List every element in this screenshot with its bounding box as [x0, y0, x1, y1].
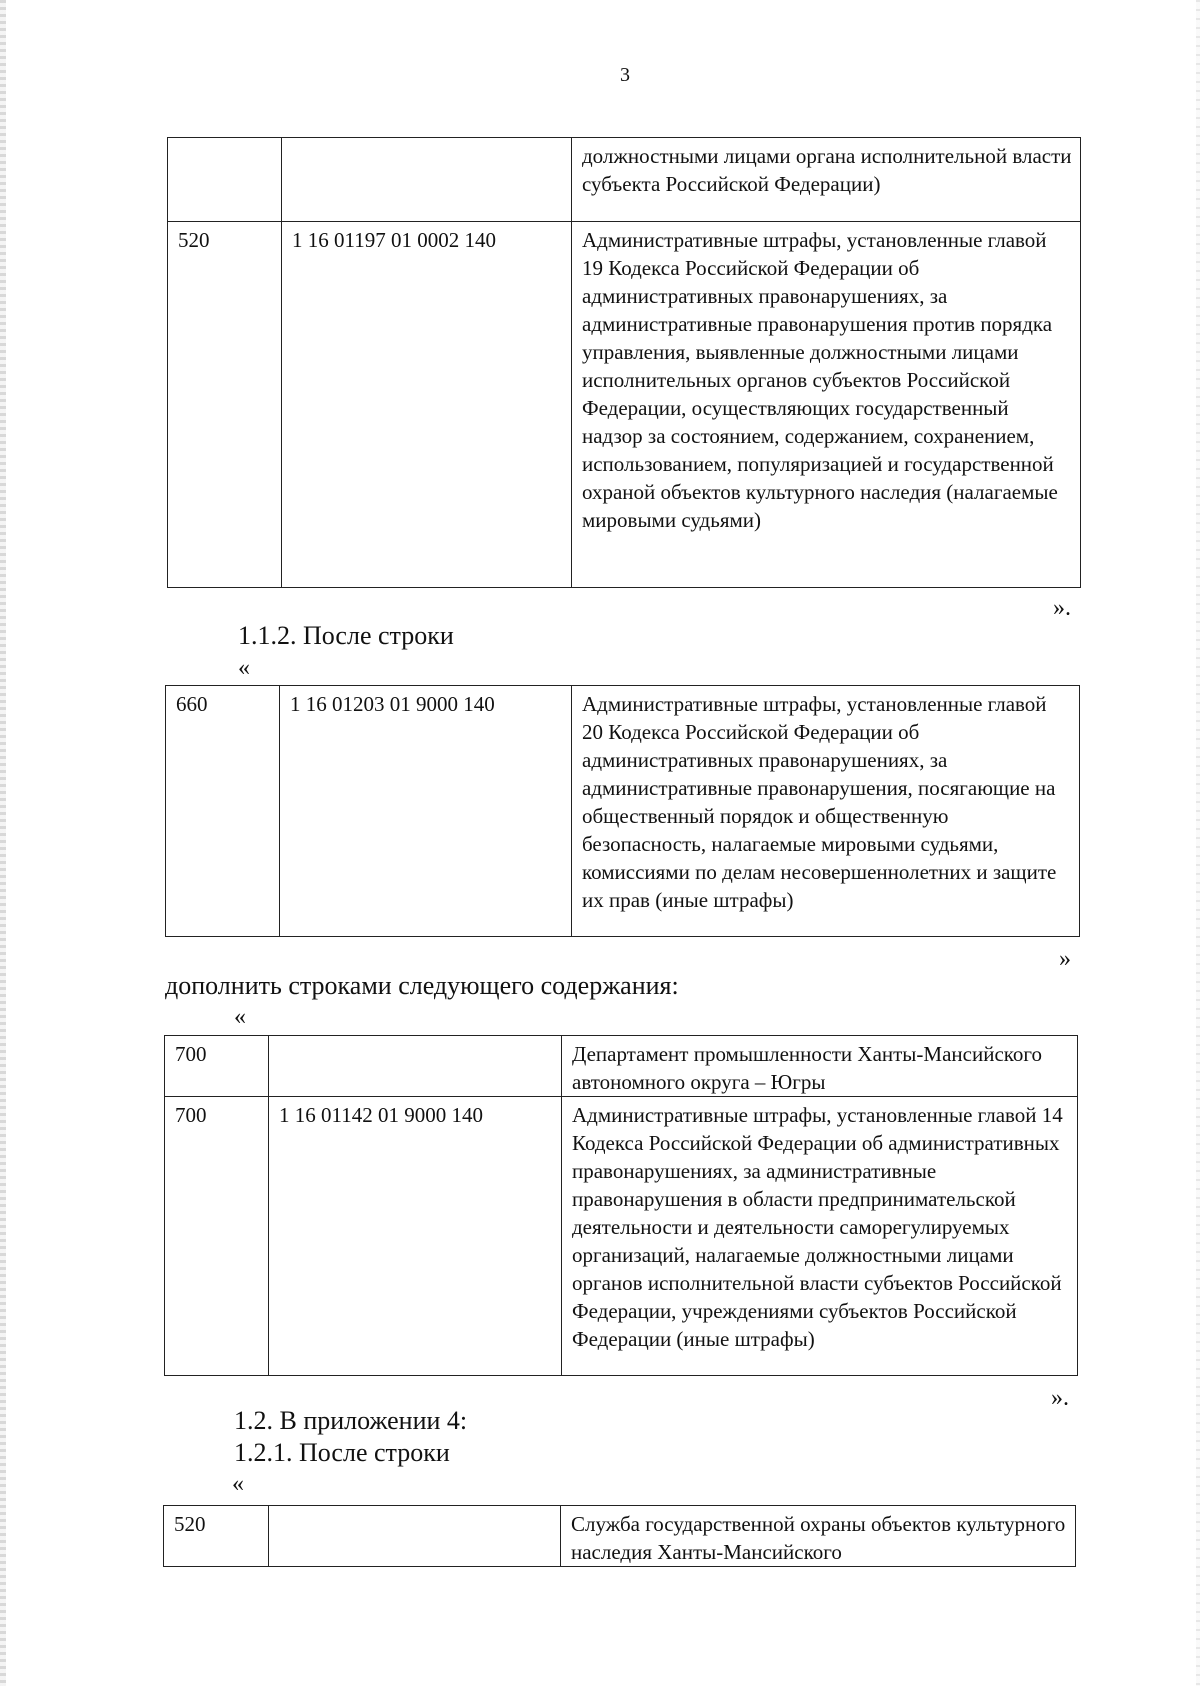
table-row	[168, 138, 1081, 222]
table-1	[167, 137, 1081, 588]
section-heading: 1.1.2. После строки	[238, 621, 454, 650]
close-quote: ».	[1053, 595, 1071, 621]
section-subheading: 1.2.1. После строки	[234, 1438, 450, 1467]
kbk-cell: 1 16 01142 01 9000 140	[269, 1097, 562, 1376]
description-cell: Административные штрафы, установленные главой 14 Кодекса Российской Федерации об административных правонарушениях, за административные правонарушения в области предпринимательской деятельности и деятельности саморегулируемых организаций, налагаемые должностными лицами органов исполнительной власти субъектов Российской Федерации, учреждениями субъектов Российской Федерации (иные штрафы)	[562, 1097, 1078, 1376]
code-cell	[168, 138, 282, 222]
table-2	[165, 685, 1080, 937]
scan-edge-right	[1196, 0, 1200, 1686]
page-number: 3	[620, 64, 630, 86]
kbk-cell: 1 16 01197 01 0002 140	[282, 222, 572, 588]
code-cell: 520	[164, 1506, 269, 1567]
description-cell: Административные штрафы, установленные главой 19 Кодекса Российской Федерации об административных правонарушениях, за административные правонарушения против порядка управления, выявленные должностными лицами исполнительных органов субъектов Российской Федерации, осуществляющих государственный надзор за состоянием, содержанием, сохранением, использованием, популяризацией и государственной охраной объектов культурного наследия (налагаемые мировыми судьями)	[572, 222, 1081, 588]
code-cell: 660	[166, 686, 280, 937]
table-row	[166, 686, 1080, 937]
description-cell: должностными лицами органа исполнительной власти субъекта Российской Федерации)	[572, 138, 1081, 222]
table-row	[165, 1036, 1078, 1097]
table-4	[163, 1505, 1076, 1567]
description-cell: Административные штрафы, установленные главой 20 Кодекса Российской Федерации об административных правонарушениях, за административные правонарушения, посягающие на общественный порядок и общественную безопасность, налагаемые мировыми судьями, комиссиями по делам несовершеннолетних и защите их прав (иные штрафы)	[572, 686, 1080, 937]
description-cell: Служба государственной охраны объектов культурного наследия Ханты-Мансийского	[561, 1506, 1076, 1567]
table-row	[165, 1097, 1078, 1376]
code-cell: 700	[165, 1097, 269, 1376]
kbk-cell	[282, 138, 572, 222]
section-heading: 1.2. В приложении 4:	[234, 1406, 468, 1435]
scan-edge-left	[0, 0, 6, 1686]
table-row	[168, 222, 1081, 588]
close-quote: ».	[1051, 1385, 1069, 1411]
kbk-cell: 1 16 01203 01 9000 140	[280, 686, 572, 937]
supplement-text: дополнить строками следующего содержания:	[165, 971, 679, 1000]
open-quote: «	[234, 1004, 246, 1030]
code-cell: 700	[165, 1036, 269, 1097]
open-quote: «	[238, 655, 250, 681]
kbk-cell	[269, 1036, 562, 1097]
open-quote: «	[232, 1471, 244, 1497]
close-quote: »	[1059, 946, 1071, 972]
table-row	[164, 1506, 1076, 1567]
code-cell: 520	[168, 222, 282, 588]
kbk-cell	[269, 1506, 561, 1567]
description-cell: Департамент промышленности Ханты-Мансийского автономного округа – Югры	[562, 1036, 1078, 1097]
table-3	[164, 1035, 1078, 1376]
